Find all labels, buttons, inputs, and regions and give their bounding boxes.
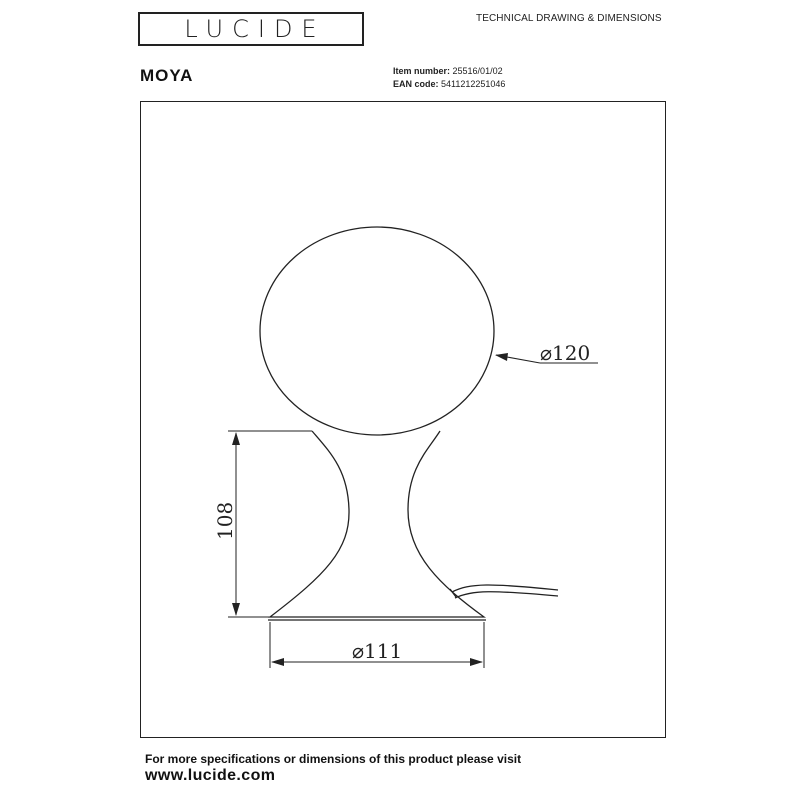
- base-arrow-left: [271, 658, 284, 666]
- brand-logo-text: LUCIDE: [184, 15, 326, 43]
- base-diameter-label: ⌀111: [352, 639, 403, 663]
- footer-url-link[interactable]: www.lucide.com: [145, 767, 276, 784]
- lamp-body: [270, 431, 484, 617]
- lamp-globe: [260, 227, 494, 435]
- item-number-value: 25516/01/02: [452, 66, 503, 76]
- lamp-cable: [452, 585, 558, 592]
- ean-code-label: EAN code:: [393, 79, 439, 89]
- ean-code-value: 5411212251046: [441, 79, 506, 89]
- product-name: MOYA: [140, 66, 194, 85]
- height-arrow-bottom: [232, 603, 240, 616]
- base-arrow-right: [470, 658, 483, 666]
- document-type: TECHNICAL DRAWING & DIMENSIONS: [476, 13, 662, 24]
- item-number-label: Item number:: [393, 66, 451, 76]
- footer-note: For more specifications or dimensions of this product please visit: [145, 752, 522, 766]
- globe-diameter-label: ⌀120: [540, 341, 591, 365]
- globe-leader-arrow: [495, 353, 508, 361]
- height-arrow-top: [232, 432, 240, 445]
- height-label: 108: [213, 501, 237, 540]
